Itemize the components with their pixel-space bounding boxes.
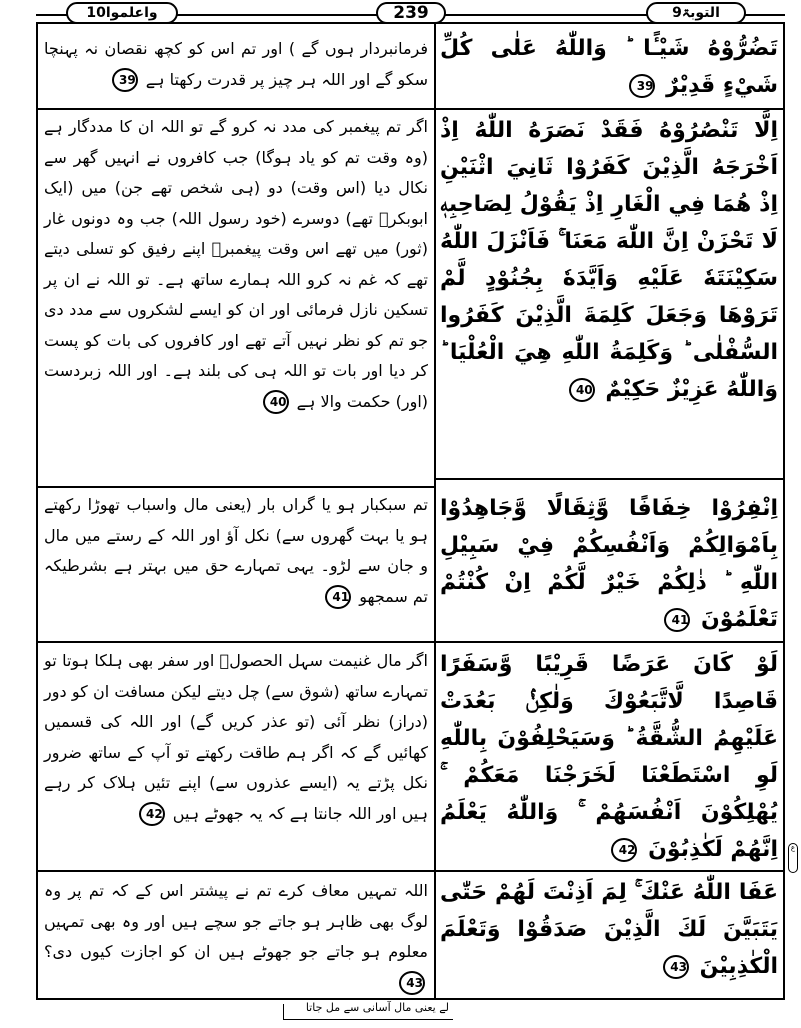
section-rule bbox=[434, 478, 785, 480]
verse-number-marker: 41 bbox=[664, 608, 690, 632]
verse-number-marker: 40 bbox=[569, 378, 595, 402]
verse-number-marker: 41 bbox=[325, 585, 351, 609]
urdu-text: اللہ تمہیں معاف کرے تم نے پیشتر اس کے کہ تم پر وہ لوگ بھی ظاہر ہو جاتے جو سچے ہیں اور وہ بھی تمہیں معلوم ہو جاتے جو جھوٹے ہیں ان کو اجازت کیوں دی؟ bbox=[44, 881, 428, 961]
verse-translation bbox=[44, 34, 428, 108]
arabic-text: عَفَا اللّٰهُ عَنْكَ ۚ لِمَ اَذِنْتَ لَهُمْ حَتّٰى يَتَبَيَّنَ لَكَ الَّذِيْنَ صَدَقُوْا وَتَعْلَمَ الْكٰذِبِيْنَ bbox=[440, 880, 778, 979]
verse-arabic bbox=[440, 30, 778, 108]
verse-translation bbox=[44, 876, 428, 994]
section-rule bbox=[36, 641, 434, 643]
arabic-text: اِلَّا تَنْصُرُوْهُ فَقَدْ نَصَرَهُ اللّٰهُ اِذْ اَخْرَجَهُ الَّذِيْنَ كَفَرُوْا ثَانِيَ اثْنَيْنِ اِذْ هُمَا فِي الْغَارِ اِذْ يَقُوْلُ لِصَاحِبِهٖ لَا تَحْزَنْ اِنَّ اللّٰهَ مَعَنَا ۚ فَاَنْزَلَ اللّٰهُ سَكِيْنَتَهٗ عَلَيْهِ وَاَيَّدَهٗ بِجُنُوْدٍ لَّمْ تَرَوْهَا وَجَعَلَ كَلِمَةَ الَّذِيْنَ كَفَرُوا السُّفْلٰى ؕ وَكَلِمَةُ اللّٰهِ هِيَ الْعُلْيَا ؕ وَاللّٰهُ عَزِيْزٌ حَكِيْمٌ bbox=[440, 118, 778, 402]
page-number: 239 bbox=[376, 2, 446, 24]
section-rule bbox=[434, 108, 785, 110]
urdu-text: اگر مال غنیمت سہل الحصولؔ اور سفر بھی ہلکا ہوتا تو تمہارے ساتھ (شوق سے) چل دیتے لیکن مسافت ان کو دور (دراز) نظر آئی (تو عذر کریں گے) اور اللہ کی قسمیں کھائیں گے کہ اگر ہم طاقت رکھتے تو آپ کے ساتھ ضرور نکل پڑتے یہ (ایسے عذروں سے) اپنے تئیں ہلاک کر رہے ہیں اور اللہ جانتا ہے کہ یہ جھوٹے ہیں bbox=[44, 651, 428, 823]
verse-number-marker: 42 bbox=[611, 838, 637, 862]
urdu-text: فرمانبردار ہوں گے ) اور تم اس کو کچھ نقصان نہ پہنچا سکو گے اور اللہ ہر چیز پر قدرت رکھتا ہے bbox=[44, 39, 428, 89]
verse-number-marker: 43 bbox=[663, 955, 689, 979]
verse-number-marker: 42 bbox=[139, 802, 165, 826]
arabic-text: لَوْ كَانَ عَرَضًا قَرِيْبًا وَّسَفَرًا قَاصِدًا لَّاتَّبَعُوْكَ وَلٰكِنْۢ بَعُدَتْ عَلَيْهِمُ الشُّقَّةُ ؕ وَسَيَحْلِفُوْنَ بِاللّٰهِ لَوِ اسْتَطَعْنَا لَخَرَجْنَا مَعَكُمْ ۚ يُهْلِكُوْنَ اَنْفُسَهُمْ ۚ وَاللّٰهُ يَعْلَمُ اِنَّهُمْ لَكٰذِبُوْنَ bbox=[440, 652, 778, 862]
section-rule bbox=[36, 870, 434, 872]
column-divider bbox=[434, 22, 436, 1000]
verse-translation bbox=[44, 490, 428, 640]
arabic-text: اِنْفِرُوْا خِفَافًا وَّثِقَالًا وَّجَاهِدُوْا بِاَمْوَالِكُمْ وَاَنْفُسِكُمْ فِيْ سَبِيْلِ اللّٰهِ ؕ ذٰلِكُمْ خَيْرٌ لَّكُمْ اِنْ كُنْتُمْ تَعْلَمُوْنَ bbox=[440, 496, 778, 632]
header-para-label: واعلموا10 bbox=[66, 2, 178, 24]
verse-number-marker: 43 bbox=[399, 971, 425, 995]
section-rule bbox=[36, 486, 434, 488]
verse-number-marker: 39 bbox=[112, 68, 138, 92]
arabic-text: تَضُرُّوْهُ شَيْـًٔا ؕ وَاللّٰهُ عَلٰى كُلِّ شَيْءٍ قَدِيْرٌ bbox=[440, 36, 778, 98]
verse-number-marker: 39 bbox=[629, 74, 655, 98]
verse-arabic bbox=[440, 874, 778, 994]
section-rule bbox=[434, 641, 785, 643]
verse-arabic bbox=[440, 490, 778, 640]
footnote: لے یعنی مال آسانی سے مل جاتا bbox=[305, 1001, 449, 1014]
verse-arabic bbox=[440, 646, 778, 868]
verse-translation bbox=[44, 646, 428, 868]
verse-arabic bbox=[440, 112, 778, 478]
section-rule bbox=[434, 870, 785, 872]
urdu-text: اگر تم پیغمبر کی مدد نہ کرو گے تو اللہ ان کا مددگار ہے (وہ وقت تم کو یاد ہوگا) جب کافروں نے انہیں گھر سے نکال دیا (اس وقت) دو (ہی شخص تھے جن) میں (ایک ابوبکرؓ تھے) دوسرے (خود رسول اللہ) جب وہ دونوں غار (ثور) میں تھے اس وقت پیغمبرؐ اپنے رفیق کو تسلی دیتے تھے کہ غم نہ کرو اللہ ہمارے ساتھ ہے۔ تو اللہ نے ان پر تسکین نازل فرمائی اور ان کو ایسے لشکروں سے مدد دی جو تم کو نظر نہیں آتے تھے اور کافروں کی بات کو پست کر دیا اور بات تو اللہ ہی کی بلند ہے۔ اور اللہ زبردست (اور) حکمت والا ہے bbox=[44, 117, 428, 411]
verse-translation bbox=[44, 112, 428, 486]
header-surah-label: التوبۃ9 bbox=[646, 2, 746, 24]
section-rule bbox=[36, 108, 434, 110]
verse-number-marker: 40 bbox=[263, 390, 289, 414]
ruku-marker: ع bbox=[788, 843, 798, 873]
urdu-text: تم سبکبار ہو یا گراں بار (یعنی مال واسباب تھوڑا رکھتے ہو یا بہت گھروں سے) نکل آؤ اور اللہ کے رستے میں مال و جان سے لڑو۔ یہی تمہارے حق میں بہتر ہے بشرطیکہ تم سمجھو bbox=[44, 495, 428, 606]
